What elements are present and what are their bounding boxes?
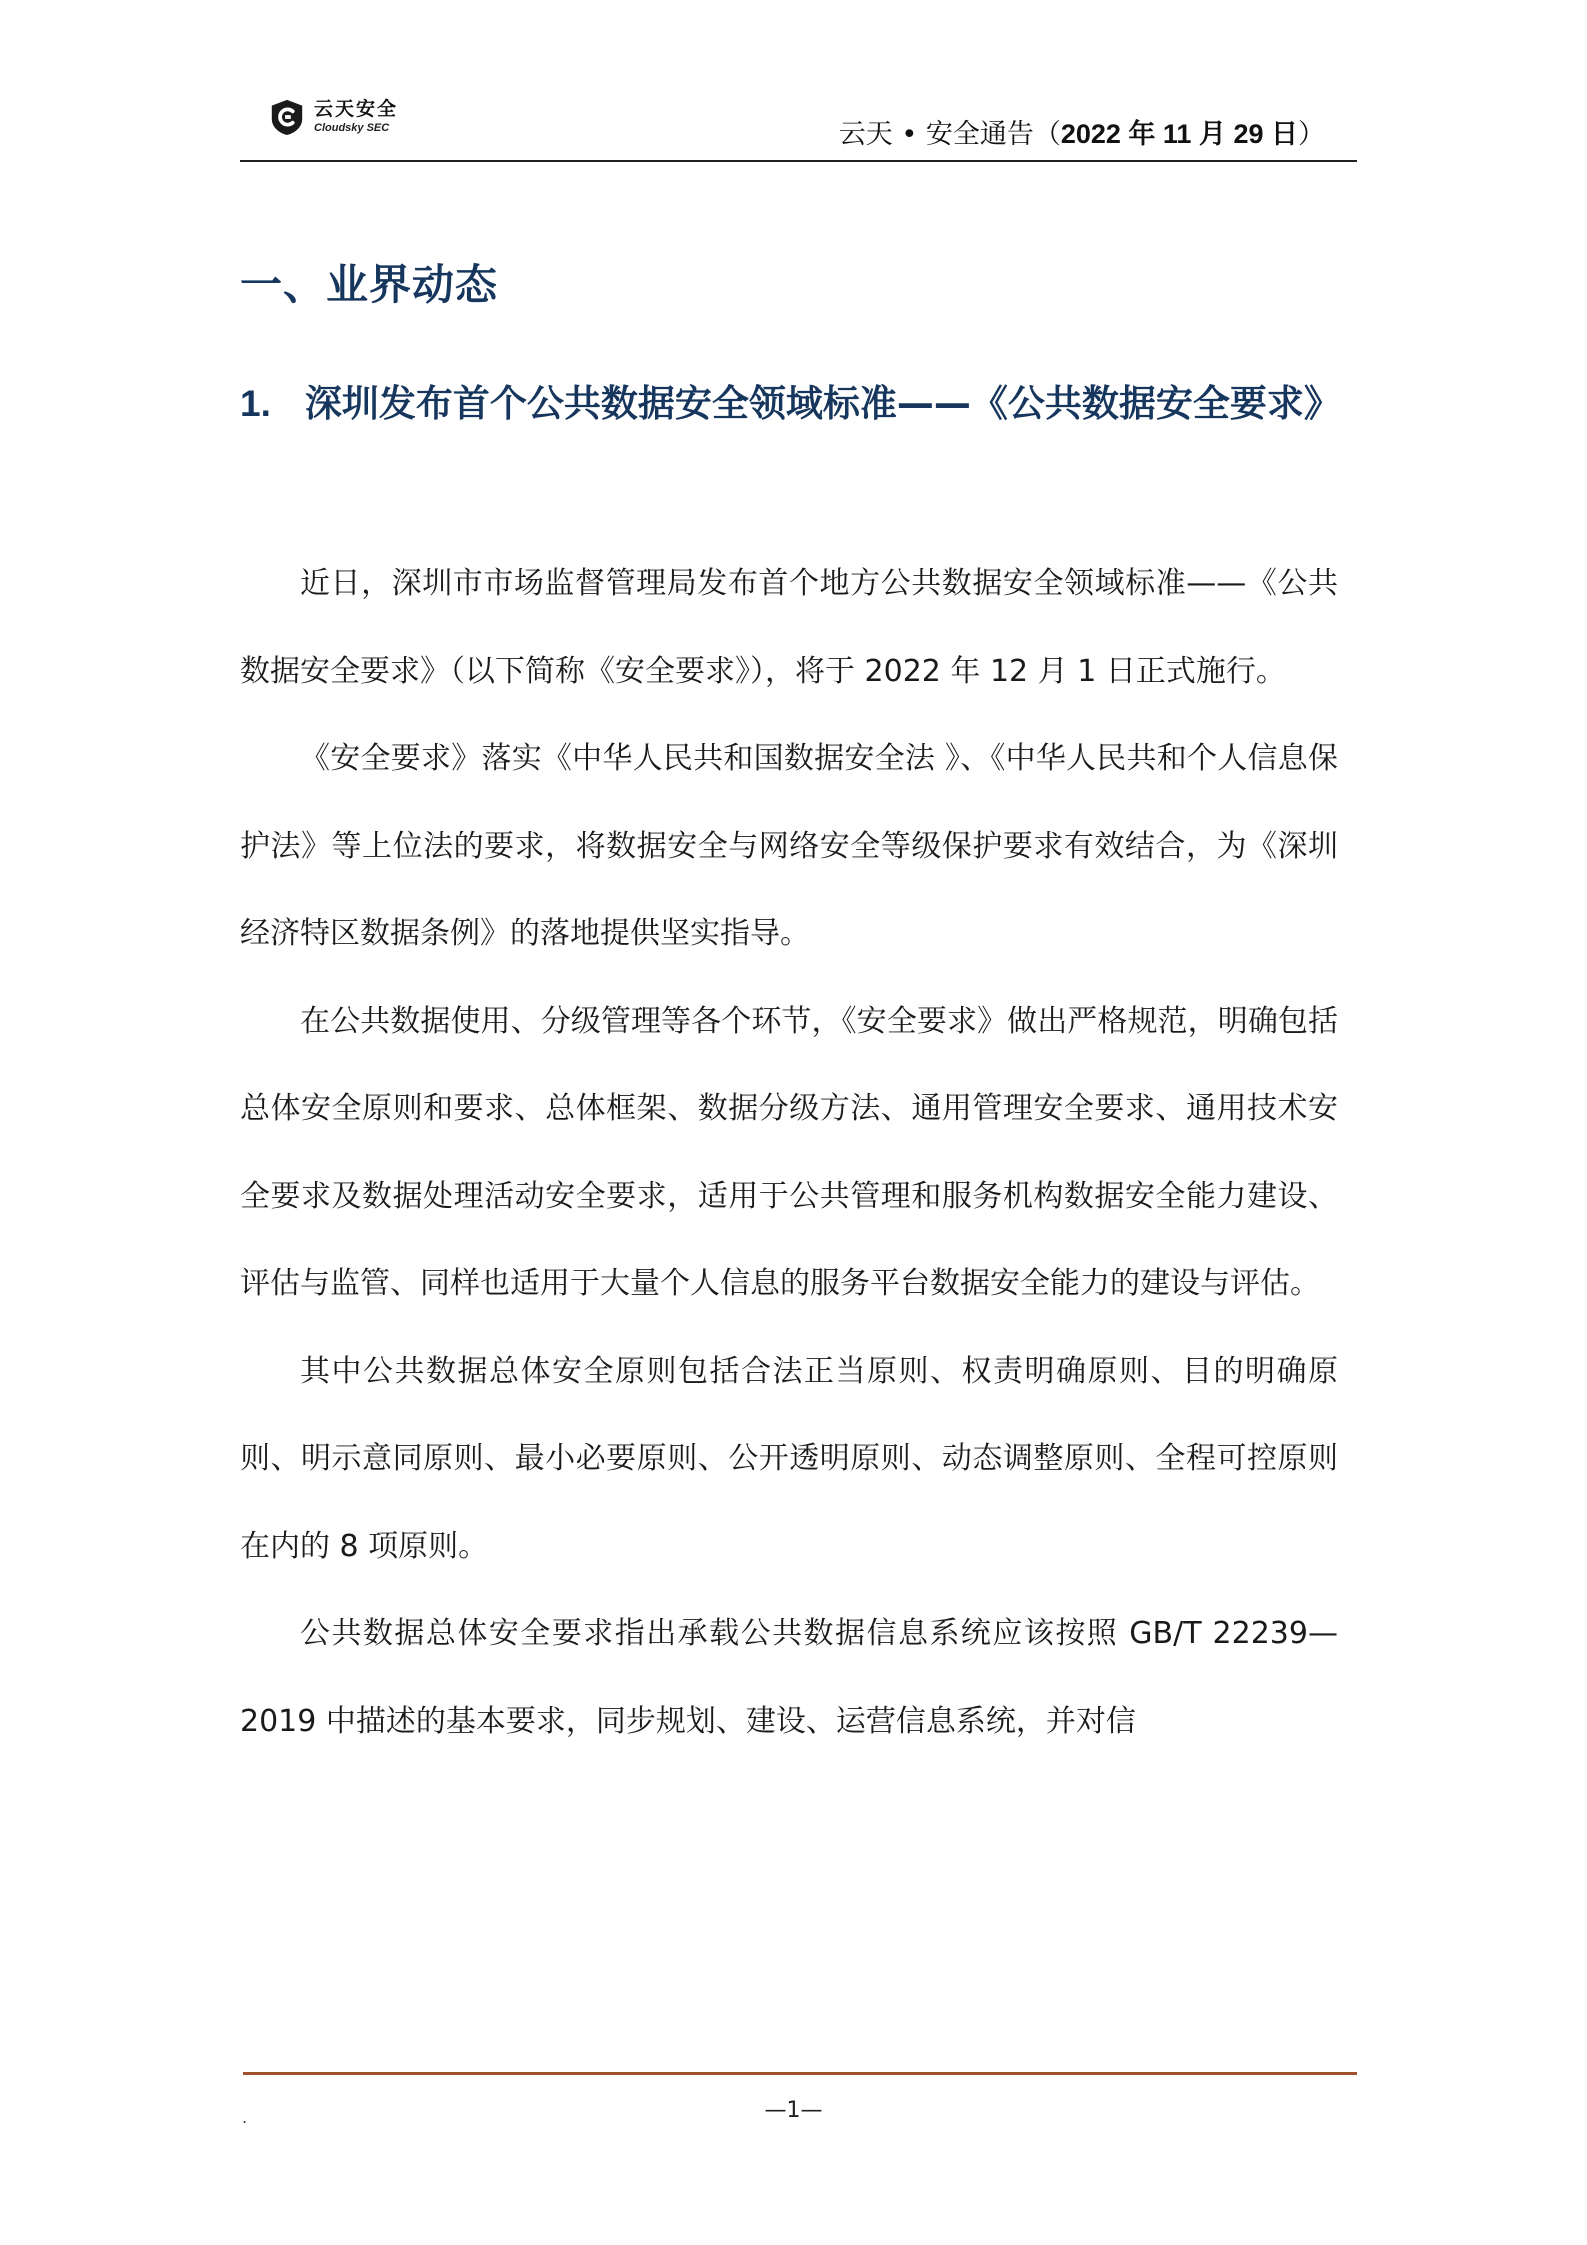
paragraph: 其中公共数据总体安全原则包括合法正当原则、权责明确原则、目的明确原则、明示意同原则、最小必要原则、公开透明原则、动态调整原则、全程可控原则在内的 8 项原则。	[240, 1353, 1338, 1564]
logo-chinese-name: 云天安全	[314, 98, 399, 120]
paragraph: 《安全要求》落实《中华人民共和国数据安全法 》、《中华人民共和个人信息保护法》等上位法的要求，将数据安全与网络安全等级保护要求有效结合，为《深圳经济特区数据条例》的落地提供坚实指导。	[240, 741, 1338, 951]
logo-english-name: Cloudsky SEC	[314, 122, 390, 134]
bulletin-title-prefix: 云天 • 安全通告（	[838, 119, 1061, 150]
bulletin-title-suffix: ）	[1298, 119, 1325, 150]
bulletin-date: 2022 年 11 月 29 日	[1060, 119, 1298, 149]
article-heading	[186, 360, 1346, 448]
paragraph: 近日，深圳市市场监督管理局发布首个地方公共数据安全领域标准——《公共数据安全要求》（以下简称《安全要求》），将于 2022 年 12 月 1 日正式施行。	[240, 566, 1338, 689]
article-body	[240, 540, 1338, 1765]
article-title: 深圳发布首个公共数据安全领域标准——《公共数据安全要求》	[304, 382, 1341, 425]
footer-dot: .	[242, 2108, 248, 2127]
page-header	[240, 90, 1357, 162]
section-heading: 一、业界动态	[240, 260, 499, 309]
footer-divider	[243, 2072, 1357, 2075]
bulletin-title	[839, 112, 1325, 151]
cloudsky-logo-icon	[268, 98, 306, 136]
page-number: —1—	[764, 2098, 823, 2123]
paragraph: 公共数据总体安全要求指出承载公共数据信息系统应该按照 GB/T 22239—2019 中描述的基本要求，同步规划、建设、运营信息系统，并对信	[240, 1616, 1338, 1739]
article-number: 1.	[240, 383, 271, 424]
paragraph: 在公共数据使用、分级管理等各个环节，《安全要求》做出严格规范，明确包括总体安全原则和要求、总体框架、数据分级方法、通用管理安全要求、通用技术安全要求及数据处理活动安全要求，适用于公共管理和服务机构数据安全能力建设、评估与监管、同样也适用于大量个人信息的服务平台数据安全能力的建设与评估。	[240, 1003, 1338, 1301]
company-logo	[268, 98, 398, 136]
